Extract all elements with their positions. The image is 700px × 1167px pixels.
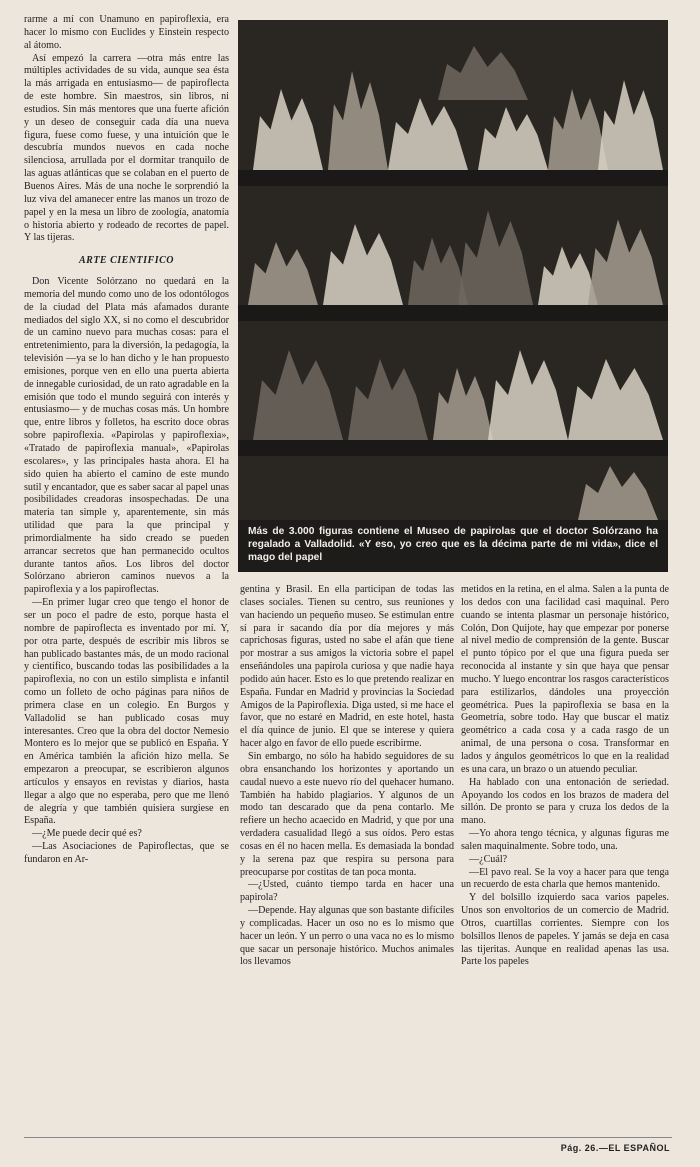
- paragraph: Ha hablado con una entonación de seriedad. Apoyando los codos en los brazos de madera del sillón. De pronto se para y cruza los dedos de la mano.: [461, 776, 669, 827]
- paragraph: —¿Usted, cuánto tiempo tarda en hacer una papirola?: [240, 879, 454, 904]
- text-column-left: [24, 14, 229, 1134]
- paper-figure: [408, 230, 468, 305]
- paragraph: —El pavo real. Se la voy a hacer para que tenga un recuerdo de esta charla que hemos mantenido.: [461, 866, 669, 891]
- paragraph: rarme a mí con Unamuno en papiroflexia, era hacer lo mismo con Euclides y Einstein respecto al átomo.: [24, 14, 229, 51]
- paper-figure: [538, 240, 598, 305]
- paper-figure: [588, 210, 663, 305]
- origami-museum-photo: [238, 20, 668, 520]
- paragraph: —¿Me puede decir qué es?: [32, 828, 142, 840]
- paper-figure: [388, 90, 468, 170]
- paper-figure: [568, 350, 663, 440]
- text-column-middle: [240, 584, 454, 1134]
- section-heading: ARTE CIENTIFICO: [78, 255, 175, 267]
- paper-figure: [323, 215, 403, 305]
- page-footer: Pág. 26.—EL ESPAÑOL: [560, 1143, 670, 1153]
- paper-figure: [578, 460, 658, 520]
- footer-rule: [24, 1137, 672, 1138]
- photo-caption: Más de 3.000 figuras contiene el Museo de papirolas que el doctor Solórzano ha regalado a Valladolid. «Y eso, yo creo que es la décima parte de mi vida», dice el mago del papel: [238, 520, 668, 572]
- text-column-right: [461, 584, 669, 1134]
- paragraph: —Depende. Hay algunas que son bastante difíciles y complicadas. Hacer un oso no es lo mismo que hacer un león. Y un perro o una vaca no es lo mismo que sacar un personaje histórico. Muchos animales los llevamos: [240, 905, 454, 968]
- paragraph: —En primer lugar creo que tengo el honor de ser un poco el padre de esto, porque hasta el nombre de papiroflecta es inventado por mí. Y, por otra parte, después de escribir mis libros se han publicado bastantes más, de un modo racional y científico, buscando todas las posibilidades a la papiroflexia, no con un estilo simplista e infantil como un folleto de ocho páginas para niños de primera clase en un colegio. En Burgos y Valladolid se han publicado cosas muy interesantes. Creo que la obra del doctor Nemesio Montero es lo mejor que se publicó en España. Y en América también la afición hizo mella. Se empezaron a preocupar, se escribieron algunos artículos y ensayos en revistas y diarios, hasta llegar a algo que no esperaba, pero que me llenó de alegría y que también quisiera surgiese en España.: [24, 597, 229, 827]
- paper-figure: [328, 60, 388, 170]
- paper-figure: [458, 200, 533, 305]
- paragraph: —Yo ahora tengo técnica, y algunas figuras me salen maquinalmente. Sobre todo, una.: [461, 828, 669, 852]
- paper-figure: [433, 360, 493, 440]
- photo-image: [238, 20, 668, 520]
- paper-figure: [253, 340, 343, 440]
- paragraph: Y del bolsillo izquierdo saca varios papeles. Unos son envoltorios de un comercio de Madrid. Otros, cuartillas corrientes. Siempre con los bolsillos llenos de papeles. Y jamás se deja en casa las tijeritas. Aunque en realidad apenas las usa. Parte los papeles: [461, 892, 669, 968]
- paper-figure: [548, 80, 608, 170]
- paper-figure: [438, 40, 528, 100]
- paper-figure: [478, 100, 548, 170]
- shelf: [238, 170, 668, 186]
- shelf: [238, 305, 668, 321]
- paper-figure: [598, 70, 663, 170]
- paragraph: Sin embargo, no sólo ha habido seguidores de su obra ensanchando los horizontes y aportando un caudal nuevo a este nuevo río del quehacer humano. También ha habido plagiarios. Y algunos de un modo tan descarado que da pena contarlo. Me refiere un hecho acaecido en Madrid, y que por una verdadera casualidad llegó a sus oídos. Pero estas cosas en él no hacen mella. Es demasiada la bondad y la serena paz que respira su persona para preocuparse por costitas de tan poca monta.: [240, 750, 454, 878]
- paper-figure: [488, 340, 568, 440]
- paper-figure: [248, 235, 318, 305]
- paragraph: —¿Cuál?: [469, 853, 508, 865]
- paragraph: Don Vicente Solórzano no quedará en la memoria del mundo como uno de los odontólogos de la ciudad del Plata más afamados durante mediados del siglo XX, si no como el descubridor de un camino nuevo para muchas cosas: para el entretenimiento, para la diversión, la pedagogía, la televisión —ya se lo han dicho y le han propuesto emisiones, porque ven en ello una puerta abierta de innegable curiosidad, de un rato agradable en la emisión que todo el mundo seguirá con interés y entusiasmo— y de muchas cosas más. Un hombre que, entre libros y folletos, ha escrito doce obras sobre papiroflexia. «Papirolas y papiroflexia», «Tratado de papiroflexia manual», «Papirolas escolares», y las principales hasta ahora. El ha sido quien ha abierto el camino de este mundo sutil y encantador, que es saber sacar al papel unas posibilidades creadoras insospechadas. De una materia tan simple y, aparentemente, sin más utilidad que para la que principal y primordialmente ha sido creado se pueden arrancar secretos que han permanecido ocultos durante tantos años. Los libros del doctor Solórzano abrieron caminos nuevos a la papiroflexia y a los papiroflectas.: [24, 276, 229, 596]
- paper-figure: [348, 350, 428, 440]
- shelf: [238, 440, 668, 456]
- paragraph: gentina y Brasil. En ella participan de todas las clases sociales. Tienen su centro, sus reuniones y van haciendo un pequeño museo. Se estimulan entre sí para ir sacando día por día mejores y más caprichosas figuras, usted no sabe el afán que tiene por mostrar a sus amigos la victoria sobre el papel enseñándoles una papirola curiosa y que nadie haya podido aún hacer. Esto es lo que pretendo realizar en España. Fundar en Madrid y provincias la Sociedad Amigos de la Papiroflexia. Diga usted, si me hace el favor, que no estaré en Madrid, en este hotel, hasta el día quince de junio. El que se interese y quiera hacer algo en favor de ello puede escribirme.: [240, 584, 454, 750]
- paragraph: metidos en la retina, en el alma. Salen a la punta de los dedos con una facilidad casi maquinal. Pero cuando se intenta plasmar un personaje histórico, Colón, Don Quijote, hay que empezar por ponerse al nivel medio de comprensión de la gente. Buscar el punto tópico por el que una figura pueda ser reconocida al instante y sin que haya que pensar mucho. Y luego encontrar los rasgos característicos para estilizarlos, dándoles una proyección geométrica. Pues la papiroflexia se basa en la Geometría, sobre todo. Hay que buscar el matiz geométrico a cada cosa y a cada rasgo de un animal, de una persona o cosa. Transformar en lados y ángulos geométricos lo que en la realidad es una cara, un brazo o un atuendo peculiar.: [461, 584, 669, 775]
- paragraph: Así empezó la carrera —otra más entre las múltiples actividades de su vida, aunque sea ésta la más arrigada en entusiasmo— de papiroflecta de este hombre. Sin maestros, sin libros, ni estudios. Sin más mentores que una fuerte afición y un deseo de conseguir cada día una nueva figura, fuese como fuese, y una intuición que le descubría mundos nuevos en cada noche silenciosa, arrullada por el dormitar tranquilo de las aguas atlánticas que se colaban en el puerto de Buenos Aires. Más de una noche le sorprendió la luz viva del amanecer entre las manos un trozo de papel y en la mesa un libro de zoología, anatomía o historia abierto y rodeado de recortes de papel. Y las tijeras.: [24, 52, 229, 244]
- paragraph: —Las Asociaciones de Papiroflectas, que se fundaron en Ar-: [24, 841, 229, 865]
- paper-figure: [253, 80, 323, 170]
